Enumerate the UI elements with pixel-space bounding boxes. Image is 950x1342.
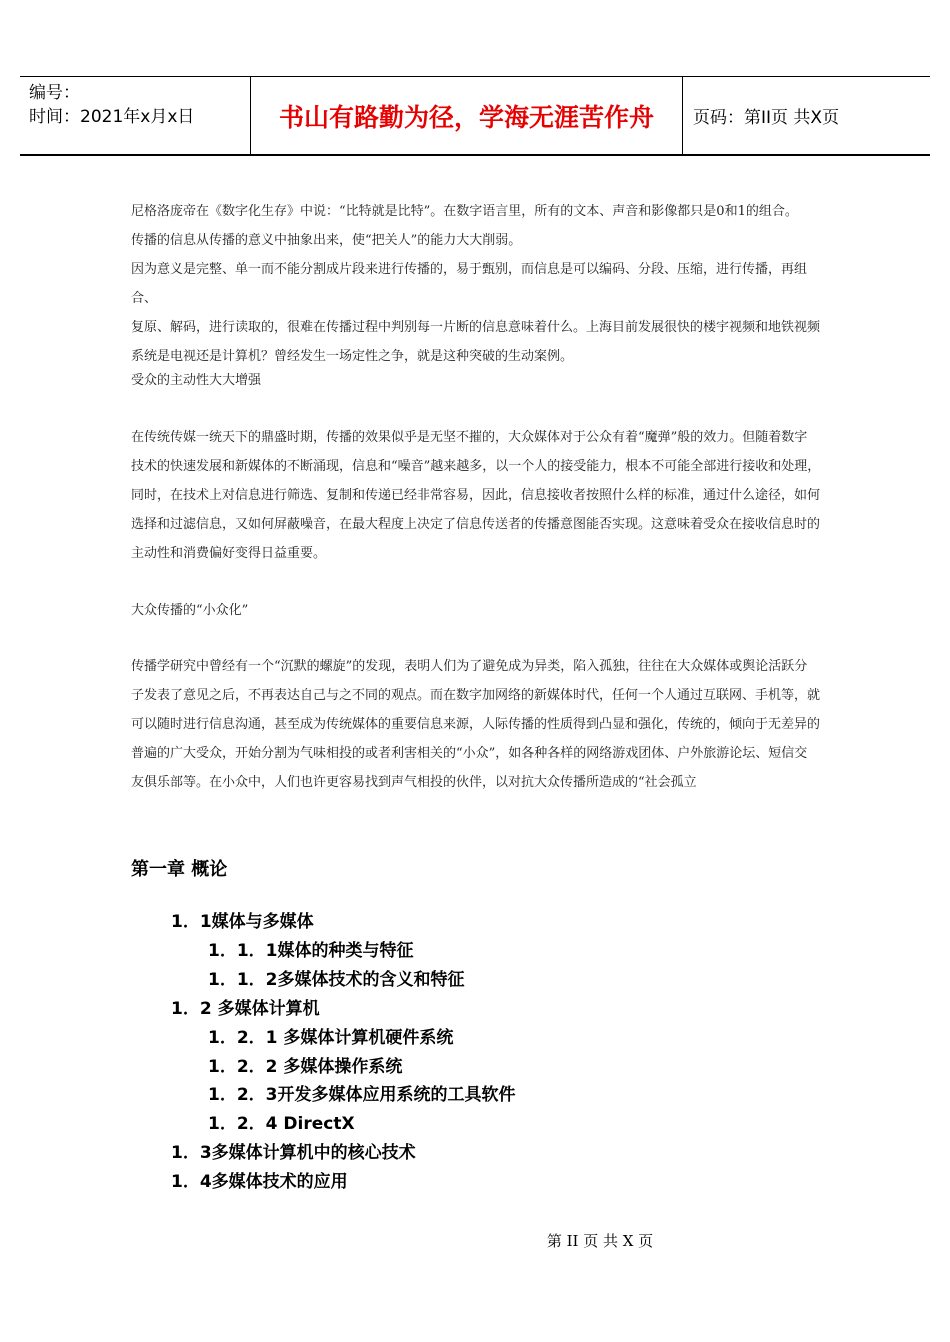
- chapter-title: 第一章 概论: [131, 859, 228, 880]
- header-page-label: 页码：第II页 共X页: [693, 108, 840, 128]
- toc-item[interactable]: 1．1媒体与多媒体: [171, 912, 314, 932]
- paragraph-line: 同时，在技术上对信息进行筛选、复制和传递已经非常容易，因此，信息接收者按照什么样的标准，通过什么途径，如何: [131, 488, 821, 503]
- paragraph-line: 主动性和消费偏好变得日益重要。: [131, 546, 327, 561]
- header-meta: [20, 77, 251, 154]
- paragraph-line: 尼格洛庞帝在《数字化生存》中说：“比特就是比特”。在数字语言里，所有的文本、声音和影像都只是0和1的组合。: [131, 204, 798, 219]
- paragraph: [131, 366, 821, 395]
- page-footer: 第 II 页 共 X 页: [546, 1232, 654, 1250]
- toc-item[interactable]: 1．2．3开发多媒体应用系统的工具软件: [208, 1085, 516, 1106]
- toc-item[interactable]: 1．2．1 多媒体计算机硬件系统: [208, 1027, 454, 1048]
- paragraph: [131, 596, 821, 625]
- paragraph-line: 子发表了意见之后，不再表达自己与之不同的观点。而在数字加网络的新媒体时代，任何一个人通过互联网、手机等，就: [131, 688, 821, 703]
- header-motto: 书山有路勤为径，学海无涯苦作舟: [251, 77, 683, 154]
- toc-item[interactable]: 1．4多媒体技术的应用: [171, 1172, 348, 1193]
- paragraph-line: 友俱乐部等。在小众中，人们也许更容易找到声气相投的伙伴，以对抗大众传播所造成的“社会孤立: [131, 775, 697, 790]
- toc-item[interactable]: 1．3多媒体计算机中的核心技术: [171, 1143, 416, 1164]
- paragraph-line: 在传统传媒一统天下的鼎盛时期，传播的效果似乎是无坚不摧的，大众媒体对于公众有着“魔弹”般的效力。但随着数字: [131, 430, 808, 445]
- paragraph-line: 普遍的广大受众，开始分割为气味相投的或者利害相关的“小众”，如各种各样的网络游戏团体、户外旅游论坛、短信交: [131, 746, 808, 761]
- paragraph-line: 可以随时进行信息沟通，甚至成为传统媒体的重要信息来源，人际传播的性质得到凸显和强化，传统的，倾向于无差异的: [131, 717, 821, 732]
- header-number-label: 编号：: [29, 83, 80, 103]
- toc-item[interactable]: 1．1．2多媒体技术的含义和特征: [208, 969, 465, 990]
- paragraph-line: 因为意义是完整、单一而不能分割成片段来进行传播的，易于甄别，而信息是可以编码、分段、压缩，进行传播，再组合、: [131, 262, 808, 306]
- paragraph-line: 复原、解码，进行读取的，很难在传播过程中判别每一片断的信息意味着什么。上海目前发展很快的楼宇视频和地铁视频: [131, 320, 821, 335]
- toc-item[interactable]: 1．2．2 多媒体操作系统: [208, 1056, 403, 1077]
- paragraph-line: 技术的快速发展和新媒体的不断涌现，信息和“噪音”越来越多，以一个人的接受能力，根本不可能全部进行接收和处理，: [131, 459, 821, 474]
- header-time-label: 时间：2021年x月x日: [29, 107, 195, 127]
- paragraph: [131, 652, 821, 797]
- paragraph-line: 传播学研究中曾经有一个“沉默的螺旋”的发现，表明人们为了避免成为异类，陷入孤独，往往在大众媒体或舆论活跃分: [131, 659, 808, 674]
- toc-item[interactable]: 1．2．4 DirectX: [208, 1114, 355, 1135]
- toc-item[interactable]: 1．1．1媒体的种类与特征: [208, 940, 414, 961]
- paragraph-line: 系统是电视还是计算机？曾经发生一场定性之争，就是这种突破的生动案例。: [131, 349, 574, 364]
- page-header: [20, 76, 930, 156]
- paragraph: [131, 423, 821, 568]
- paragraph-line: 大众传播的“小众化”: [131, 603, 249, 618]
- paragraph-line: 选择和过滤信息，又如何屏蔽噪音，在最大程度上决定了信息传送者的传播意图能否实现。这意味着受众在接收信息时的: [131, 517, 821, 532]
- paragraph-line: 受众的主动性大大增强: [131, 373, 262, 388]
- paragraph-line: 传播的信息从传播的意义中抽象出来，使“把关人”的能力大大削弱。: [131, 233, 522, 248]
- paragraph: [131, 197, 821, 371]
- toc-item[interactable]: 1．2 多媒体计算机: [171, 998, 320, 1019]
